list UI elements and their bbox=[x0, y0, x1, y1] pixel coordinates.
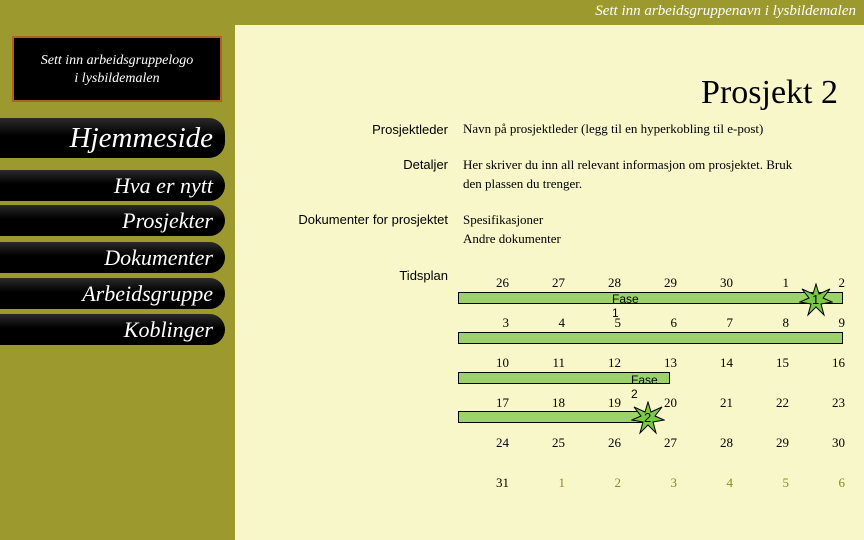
calendar-day-next-month: 5 bbox=[782, 475, 789, 490]
calendar-day: 8 bbox=[782, 315, 789, 330]
calendar-day: 18 bbox=[552, 395, 565, 410]
calendar-day: 19 bbox=[608, 395, 621, 410]
workgroup-name: Sett inn arbeidsgruppenavn i lysbildemalen bbox=[595, 3, 856, 19]
calendar-day: 23 bbox=[832, 395, 845, 410]
calendar-day: 13 bbox=[664, 355, 677, 370]
calendar-day: 15 bbox=[776, 355, 789, 370]
details-label: Detaljer bbox=[403, 157, 448, 172]
details-value-line2: den plassen du trenger. bbox=[463, 176, 583, 191]
calendar-day: 1 bbox=[782, 275, 789, 290]
calendar-day: 28 bbox=[720, 435, 733, 450]
project-leader-label: Prosjektleder bbox=[372, 122, 448, 137]
nav-links[interactable]: Koblinger bbox=[0, 314, 225, 345]
calendar-day: 11 bbox=[552, 355, 565, 370]
calendar-day: 4 bbox=[558, 315, 565, 330]
nav-workgroup[interactable]: Arbeidsgruppe bbox=[0, 278, 225, 309]
calendar-day: 28 bbox=[608, 275, 621, 290]
calendar-day: 27 bbox=[664, 435, 677, 450]
calendar-day: 24 bbox=[496, 435, 509, 450]
doc-link-other-documents[interactable]: Andre dokumenter bbox=[463, 231, 561, 246]
calendar-day: 6 bbox=[670, 315, 677, 330]
calendar-day: 9 bbox=[838, 315, 845, 330]
nav-home[interactable]: Hjemmeside bbox=[0, 118, 225, 158]
calendar-day: 5 bbox=[614, 315, 621, 330]
calendar-day: 25 bbox=[552, 435, 565, 450]
project-leader-value[interactable]: Navn på prosjektleder (legg til en hyperkobling til e-post) bbox=[463, 121, 764, 136]
calendar-day: 10 bbox=[496, 355, 509, 370]
calendar-day-next-month: 2 bbox=[614, 475, 621, 490]
calendar-day: 29 bbox=[776, 435, 789, 450]
logo-text-line2: i lysbildemalen bbox=[74, 71, 160, 86]
calendar-day: 26 bbox=[496, 275, 509, 290]
calendar-day: 12 bbox=[608, 355, 621, 370]
milestone-2-label: 2 bbox=[644, 410, 652, 425]
calendar-day: 17 bbox=[496, 395, 509, 410]
calendar-day: 21 bbox=[720, 395, 733, 410]
calendar-day: 29 bbox=[664, 275, 677, 290]
project-documents-label: Dokumenter for prosjektet bbox=[298, 212, 448, 227]
calendar-day: 20 bbox=[664, 395, 677, 410]
calendar-day: 30 bbox=[720, 275, 733, 290]
top-bar bbox=[235, 0, 864, 25]
nav-whats-new[interactable]: Hva er nytt bbox=[0, 170, 225, 201]
milestone-1-label: 1 bbox=[812, 292, 820, 307]
calendar-day-next-month: 6 bbox=[838, 475, 845, 490]
logo-text-line1: Sett inn arbeidsgruppelogo bbox=[40, 53, 194, 68]
phase2-label: Fase 2 bbox=[631, 373, 658, 401]
calendar-day: 14 bbox=[720, 355, 733, 370]
calendar-day: 31 bbox=[496, 475, 509, 490]
nav-documents[interactable]: Dokumenter bbox=[0, 242, 225, 273]
calendar-day: 27 bbox=[552, 275, 565, 290]
calendar-day: 3 bbox=[502, 315, 509, 330]
calendar-day: 30 bbox=[832, 435, 845, 450]
calendar-day-next-month: 4 bbox=[726, 475, 733, 490]
calendar-day-next-month: 3 bbox=[670, 475, 677, 490]
doc-link-specifications[interactable]: Spesifikasjoner bbox=[463, 212, 544, 227]
calendar-day: 7 bbox=[726, 315, 733, 330]
details-value-line1: Her skriver du inn all relevant informasjon om prosjektet. Bruk bbox=[463, 157, 793, 172]
nav-projects[interactable]: Prosjekter bbox=[0, 205, 225, 236]
workgroup-logo bbox=[12, 36, 222, 102]
phase1-label: Fase 1 bbox=[612, 292, 639, 320]
calendar-day-next-month: 1 bbox=[558, 475, 565, 490]
schedule-label: Tidsplan bbox=[399, 268, 448, 283]
calendar-day: 22 bbox=[776, 395, 789, 410]
calendar-day: 16 bbox=[832, 355, 845, 370]
calendar-day: 2 bbox=[838, 275, 845, 290]
calendar-day: 26 bbox=[608, 435, 621, 450]
page-title: Prosjekt 2 bbox=[701, 74, 838, 111]
